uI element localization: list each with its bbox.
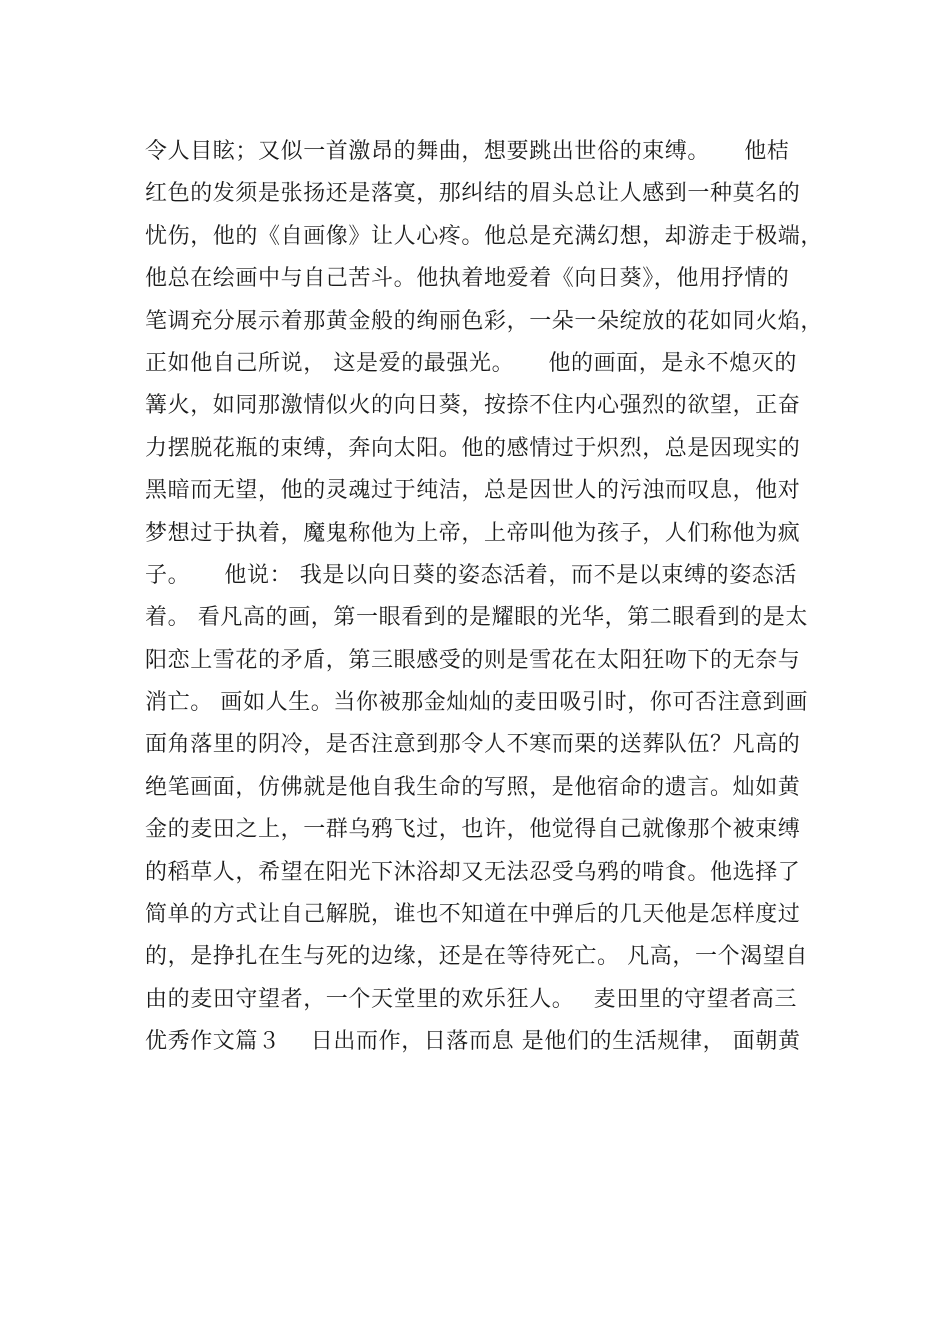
text-line: 黑暗而无望，他的灵魂过于纯洁，总是因世人的污浊而叹息，他对	[145, 478, 801, 504]
text-line: 红色的发须是张扬还是落寞，那纠结的眉头总让人感到一种莫名的	[145, 181, 801, 207]
text-line: 他总在绘画中与自己苦斗。他执着地爱着《向日葵》，他用抒情的	[145, 266, 790, 292]
text-line: 正如他自己所说， 这是爱的最强光。 他的画面，是永不熄灭的	[145, 350, 797, 376]
text-line: 的，是挣扎在生与死的边缘，还是在等待死亡。 凡高，一个渴望自	[145, 944, 808, 970]
text-line: 令人目眩；又似一首激昂的舞曲，想要跳出世俗的束缚。 他桔	[145, 139, 790, 164]
text-line: 忧伤，他的《自画像》让人心疼。他总是充满幻想，却游走于极端，	[145, 223, 824, 249]
text-line: 由的麦田守望者，一个天堂里的欢乐狂人。 麦田里的守望者高三	[145, 986, 797, 1012]
text-line: 笔调充分展示着那黄金般的绚丽色彩，一朵一朵绽放的花如同火焰，	[145, 308, 824, 334]
text-line: 简单的方式让自己解脱，谁也不知道在中弹后的几天他是怎样度过	[145, 902, 801, 928]
text-line: 金的麦田之上，一群乌鸦飞过，也许，他觉得自己就像那个被束缚	[145, 817, 801, 843]
text-line: 篝火，如同那激情似火的向日葵，按捺不住内心强烈的欲望，正奋	[145, 393, 801, 419]
text-line: 子。 他说： 我是以向日葵的姿态活着，而不是以束缚的姿态活	[145, 562, 797, 588]
essay-body	[145, 131, 835, 1064]
text-line: 优秀作文篇３ 日出而作，日落而息 是他们的生活规律， 面朝黄	[145, 1029, 801, 1055]
text-line: 的稻草人，希望在阳光下沐浴却又无法忍受乌鸦的啃食。他选择了	[145, 859, 801, 885]
text-line: 阳恋上雪花的矛盾，第三眼感受的则是雪花在太阳狂吻下的无奈与	[145, 647, 801, 673]
text-line: 面角落里的阴冷，是否注意到那令人不寒而栗的送葬队伍？凡高的	[145, 732, 801, 758]
text-line: 消亡。 画如人生。当你被那金灿灿的麦田吸引时，你可否注意到画	[145, 690, 808, 716]
text-line: 着。 看凡高的画，第一眼看到的是耀眼的光华，第二眼看到的是太	[145, 605, 808, 631]
text-line: 梦想过于执着，魔鬼称他为上帝，上帝叫他为孩子，人们称他为疯	[145, 520, 801, 546]
text-line: 力摆脱花瓶的束缚，奔向太阳。他的感情过于炽烈，总是因现实的	[145, 435, 801, 461]
text-line: 绝笔画面，仿佛就是他自我生命的写照，是他宿命的遗言。灿如黄	[145, 774, 801, 800]
